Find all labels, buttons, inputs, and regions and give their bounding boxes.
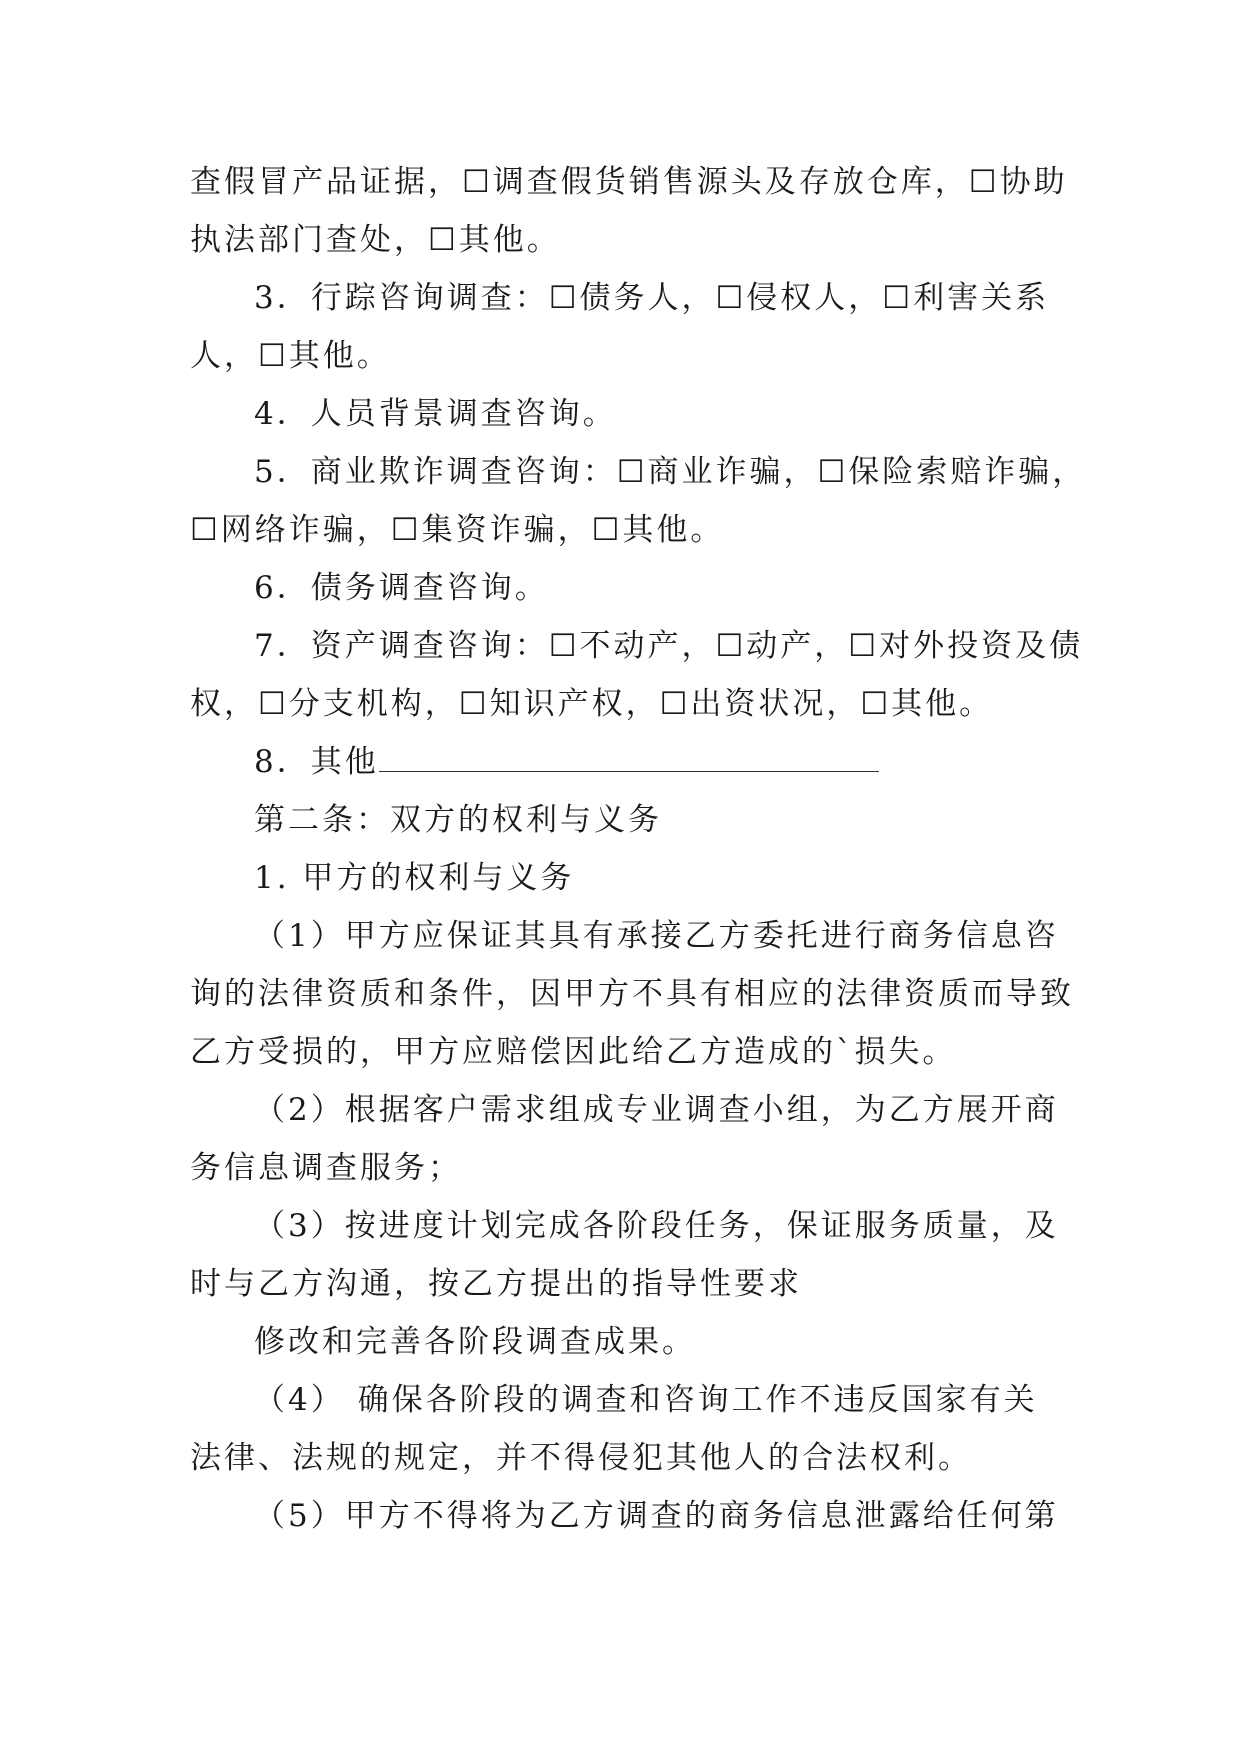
text-line: 7．资产调查咨询：☐不动产，☐动产，☐对外投资及债 bbox=[254, 628, 1084, 664]
text-line: 务信息调查服务； bbox=[190, 1150, 462, 1186]
text-line: 5．商业欺诈调查咨询：☐商业诈骗，☐保险索赔诈骗， bbox=[254, 454, 1087, 490]
text-line: 权，☐分支机构，☐知识产权，☐出资状况，☐其他。 bbox=[190, 686, 994, 722]
text-line: （1）甲方应保证其具有承接乙方委托进行商务信息咨 bbox=[254, 918, 1059, 954]
text-line: 4．人员背景调查咨询。 bbox=[254, 396, 617, 432]
text-line: （2）根据客户需求组成专业调查小组，为乙方展开商 bbox=[254, 1092, 1059, 1128]
text-line: 询的法律资质和条件，因甲方不具有相应的法律资质而导致 bbox=[190, 976, 1074, 1012]
text-line: 8．其他 bbox=[254, 744, 379, 780]
text-line: 修改和完善各阶段调查成果。 bbox=[254, 1324, 696, 1360]
text-line: 乙方受损的，甲方应赔偿因此给乙方造成的`损失。 bbox=[190, 1034, 957, 1070]
text-line: 6．债务调查咨询。 bbox=[254, 570, 549, 606]
text-line: （5）甲方不得将为乙方调查的商务信息泄露给任何第 bbox=[254, 1498, 1059, 1534]
text-line: 查假冒产品证据，☐调查假货销售源头及存放仓库，☐协助 bbox=[190, 164, 1068, 200]
text-line: （3）按进度计划完成各阶段任务，保证服务质量，及 bbox=[254, 1208, 1059, 1244]
other-item-line bbox=[254, 742, 879, 782]
fill-in-blank[interactable] bbox=[379, 743, 879, 772]
text-line: 执法部门查处，☐其他。 bbox=[190, 222, 561, 258]
subsection-heading: 1. 甲方的权利与义务 bbox=[254, 860, 575, 896]
text-line: （4） 确保各阶段的调查和咨询工作不违反国家有关 bbox=[254, 1382, 1038, 1418]
text-line: 法律、法规的规定，并不得侵犯其他人的合法权利。 bbox=[190, 1440, 972, 1476]
text-line: 人，☐其他。 bbox=[190, 338, 391, 374]
text-line: ☐网络诈骗，☐集资诈骗，☐其他。 bbox=[190, 512, 725, 548]
section-heading: 第二条：双方的权利与义务 bbox=[254, 802, 662, 838]
text-line: 3．行踪咨询调查：☐债务人，☐侵权人，☐利害关系 bbox=[254, 280, 1050, 316]
text-line: 时与乙方沟通，按乙方提出的指导性要求 bbox=[190, 1266, 802, 1302]
